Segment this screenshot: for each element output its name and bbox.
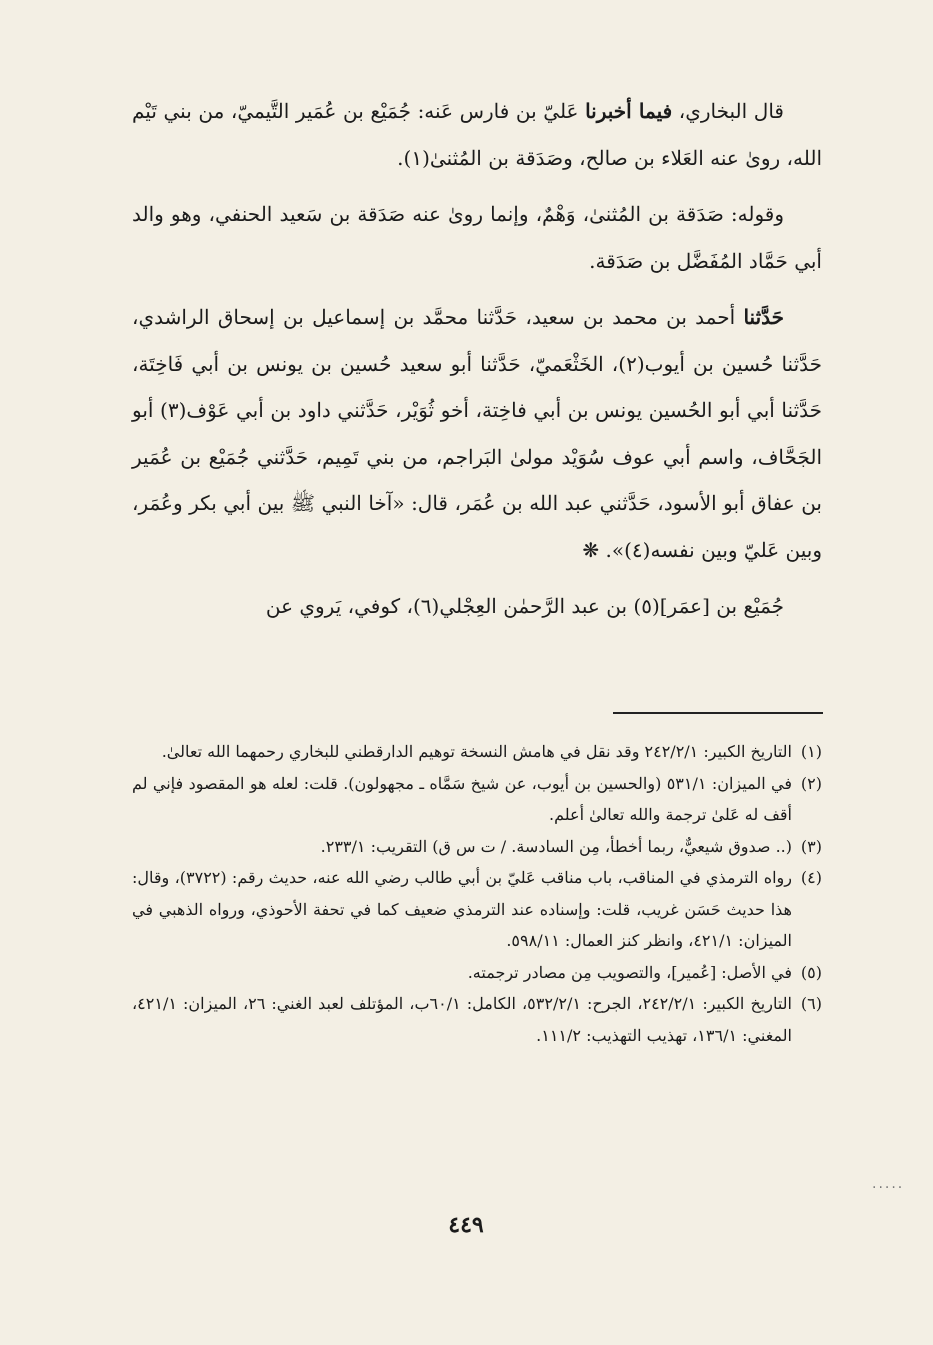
footnote-text: في الميزان: ٥٣١/١ (والحسين بن أيوب، عن شيخ سَمَّاه ـ مجهولون). قلت: لعله هو المقصود فإني لم أقف له عَلىٰ ترجمة والله تعالىٰ أعلم. <box>132 773 792 824</box>
main-text <box>132 88 822 640</box>
footnote-6 <box>132 988 822 1051</box>
footnotes <box>132 736 822 1051</box>
footnote-number: (١) <box>800 742 822 761</box>
footnote-number: (٢) <box>800 773 822 793</box>
page-number: ٤٤٩ <box>448 1212 484 1238</box>
paragraph-3-bold-lead: حَدَّثنا <box>743 305 784 329</box>
paragraph-3 <box>132 294 822 573</box>
paragraph-1-bold-phrase: فيما أخبرنا <box>585 99 673 123</box>
footnote-text: في الأصل: [عُمير]، والتصويب مِن مصادر ترجمته. <box>467 962 792 982</box>
paragraph-1 <box>132 88 822 181</box>
paragraph-2: وقوله: صَدَقة بن المُثنىٰ، وَهْمٌ، وإنما روىٰ عنه صَدَقة بن سَعيد الحنفي، وهو والد أبي حَمَّاد المُفَضَّل بن صَدَقة. <box>132 202 822 273</box>
footnote-divider <box>613 712 823 714</box>
footnote-text: (.. صدوق شيعيٌّ، ربما أخطأ، مِن السادسة. / ت س ق) التقريب: ٢٣٣/١. <box>320 836 792 856</box>
paragraph-4: جُمَيْع بن [عمَر](٥) بن عبد الرَّحمٰن العِجْلي(٦)، كوفي، يَروي عن <box>265 594 784 618</box>
footnote-number: (٦) <box>800 994 822 1013</box>
footnote-4 <box>132 862 822 957</box>
footnote-text: التاريخ الكبير: ٢٤٢/٢/١ وقد نقل في هامش النسخة توهيم الدارقطني للبخاري رحمهما الله تعالىٰ. <box>161 742 792 761</box>
footnote-number: (٣) <box>800 836 822 856</box>
footnote-number: (٤) <box>800 868 822 887</box>
margin-mark: ..... <box>872 1176 905 1192</box>
footnote-text: التاريخ الكبير: ٢٤٢/٢/١، الجرح: ٥٣٢/٢/١، الكامل: ٦٠/١ب، المؤتلف لعبد الغني: ٢٦، الميزان: ٤٢١/١، المغني: ١٣٦/١، تهذيب التهذيب: ١١١/٢. <box>132 994 792 1045</box>
paragraph-1-intro: قال البخاري، <box>672 99 784 123</box>
footnote-2 <box>132 768 822 831</box>
footnote-3 <box>132 831 822 863</box>
paragraph-3-body: أحمد بن محمد بن سعيد، حَدَّثنا محمَّد بن إسماعيل بن إسحاق الراشدي، حَدَّثنا حُسين بن أيوب(٢)، الخَثْعَميّ، حَدَّثنا أبو سعيد حُسين بن يونس بن أبي فَاخِتَة، حَدَّثنا أبي أبو الحُسين يونس بن أبي فاخِتة، أخو ثُوَيْر، حَدَّثني داود بن أبي عَوْف(٣) أبو الجَحَّاف، واسم أبي عوف سُوَيْد مولىٰ البَراجم، من بني تَمِيم، حَدَّثني جُمَيْع بن عُمَير بن عفاق أبو الأسود، حَدَّثني عبد الله بن عُمَر، قال: «آخا النبي ﷺ بين أبي بكر وعُمَر، وبين عَليّ وبين نفسه(٤)». ❋ <box>132 305 822 562</box>
footnote-1 <box>132 736 822 768</box>
paragraph-1-body: عَليّ بن فارس عَنه: جُمَيْع بن عُمَير التَّيميّ، من بني تَيْم الله، روىٰ عنه العَلاء بن صالح، وصَدَقة بن المُثنىٰ(١). <box>132 99 822 170</box>
footnote-number: (٥) <box>800 962 822 982</box>
footnote-text: رواه الترمذي في المناقب، باب مناقب عَليّ بن أبي طالب رضي الله عنه، حديث رقم: (٣٧٢٢)، وقال: هذا حديث حَسَن غريب، قلت: وإسناده عند الترمذي ضعيف كما في تحفة الأحوذي، ورواه الذهبي في الميزان: ٤٢١/١، وانظر كنز العمال: ٥٩٨/١١. <box>132 868 793 950</box>
footnote-5 <box>132 957 822 989</box>
